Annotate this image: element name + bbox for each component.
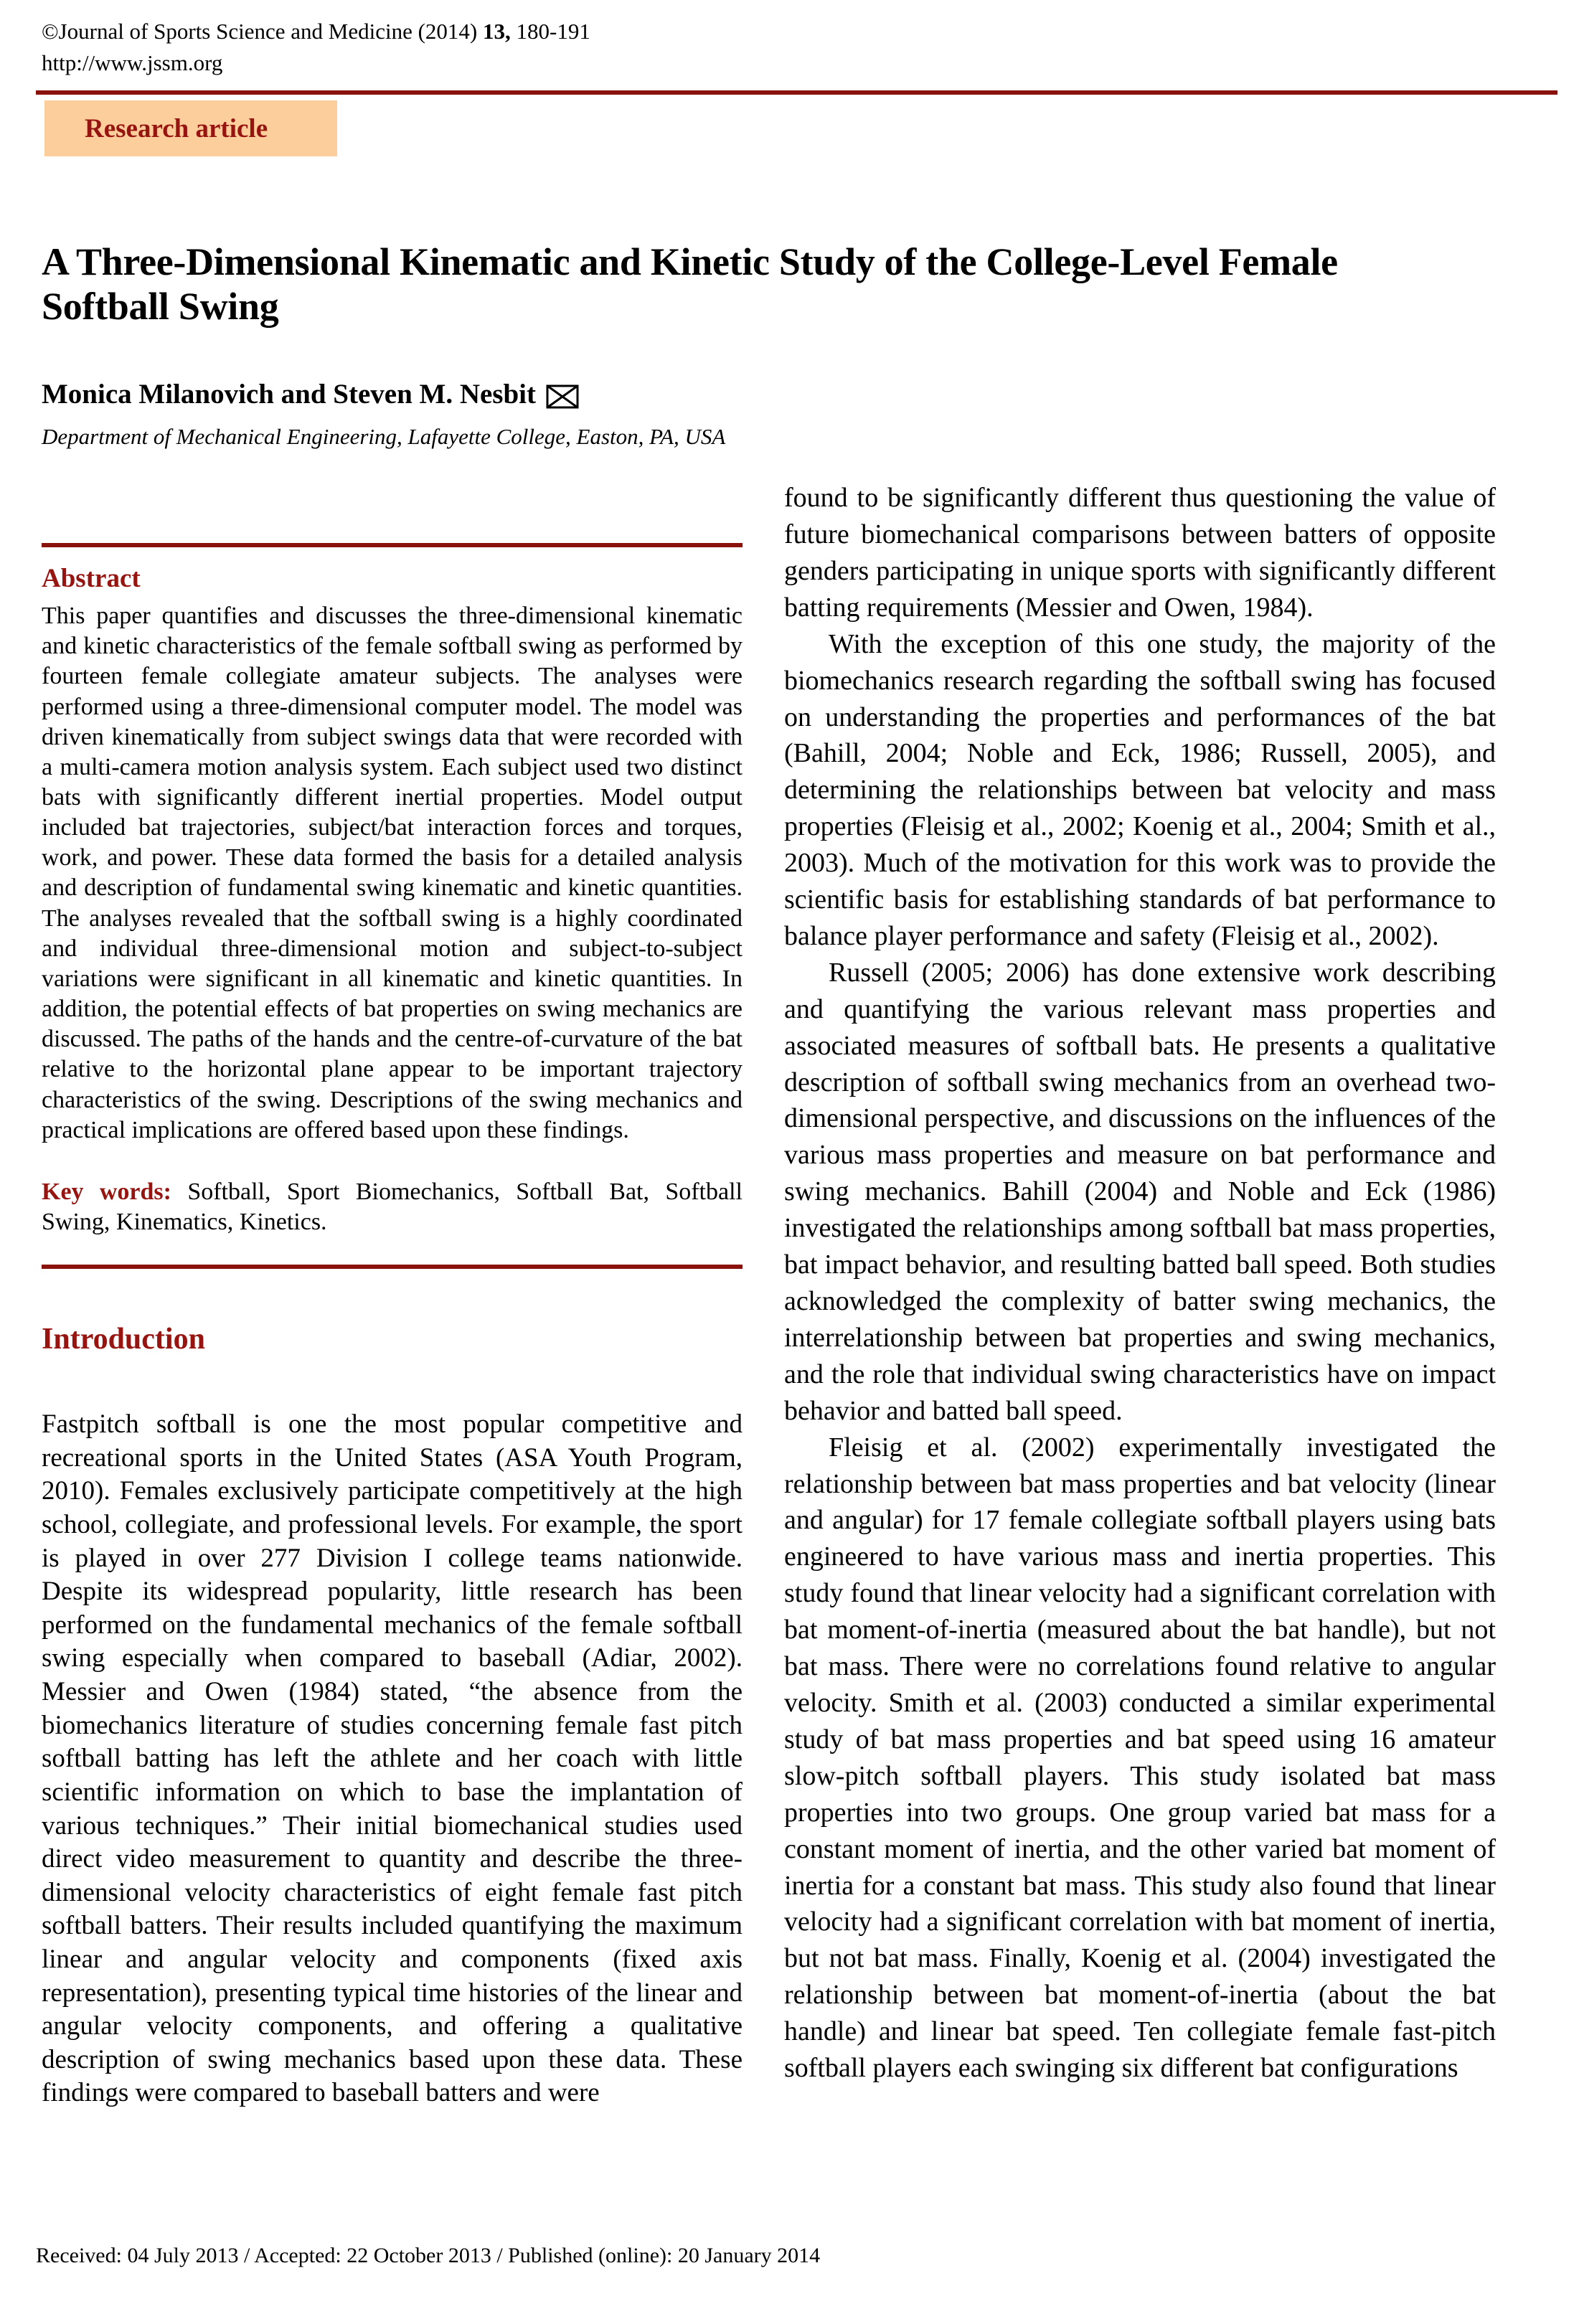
received-accepted-published-line: Received: 04 July 2013 / Accepted: 22 October 2013 / Published (online): 20 January 2014 xyxy=(36,2244,821,2267)
article-type-badge xyxy=(44,100,337,156)
journal-volume: 13, xyxy=(483,19,511,44)
abstract-text: This paper quantifies and discusses the three-dimensional kinematic and kinetic characteristics of the female softball swing as performed by fourteen female collegiate amateur subjects. The analyses were performed using a three-dimensional computer model. The model was driven kinematically from subject swings data that were recorded with a multi-camera motion analysis system. Each subject used two distinct bats with significantly different inertial properties. Model output included bat trajectories, subject/bat interaction forces and torques, work, and power. These data formed the basis for a detailed analysis and description of fundamental swing kinematic and kinetic quantities. The analyses revealed that the softball swing is a highly coordinated and individual three-dimensional motion and subject-to-subject variations were significant in all kinematic and kinetic quantities. In addition, the potential effects of bat properties on swing mechanics are discussed. The paths of the hands and the centre-of-curvature of the bat relative to the horizontal plane appear to be important trajectory characteristics of the swing. Descriptions of the swing mechanics and practical implications are offered based upon these findings. xyxy=(42,603,743,1143)
right-column xyxy=(784,480,1496,2110)
body-paragraph: With the exception of this one study, the majority of the biomechanics research regarding the softball swing has focused on understanding the properties and performances of the bat (Bahill, 2004; Noble and Eck, 1986; Russell, 2005), and determining the relationships between bat velocity and mass properties (Fleisig et al., 2002; Koenig et al., 2004; Smith et al., 2003). Much of the motivation for this work was to provide the scientific basis for establishing standards of bat performance to balance player performance and safety (Fleisig et al., 2002). xyxy=(784,628,1496,951)
journal-citation-line xyxy=(42,16,1579,47)
introduction-paragraph: Fastpitch softball is one the most popular competitive and recreational sports in the United States (ASA Youth Program, 2010). Females exclusively participate competitively at the high school, collegiate, and professional levels. For example, the sport is played in over 277 Division I college teams nationwide. Despite its widespread popularity, little research has been performed on the fundamental mechanics of the female softball swing especially when compared to baseball (Adiar, 2002). Messier and Owen (1984) stated, “the absence from the biomechanics literature of studies concerning female fast pitch softball batting has left the athlete and her coach with little scientific information on which to base the implantation of various techniques.” Their initial biomechanical studies used direct video measurement to quantity and describe the three-dimensional velocity characteristics of eight female fast pitch softball batters. Their results included quantifying the maximum linear and angular velocity and components (fixed axis representation), presenting typical time histories of the linear and angular velocity components, and offering a qualitative description of swing mechanics based upon these data. These findings were compared to baseball batters and were xyxy=(42,1409,743,2108)
body-paragraph: Russell (2005; 2006) has done extensive work describing and quantifying the various relevant mass properties and associated measures of softball bats. He presents a qualitative description of softball swing mechanics from an overhead two-dimensional perspective, and discussions on the influences of the various mass properties and measure on bat performance and swing mechanics. Bahill (2004) and Noble and Eck (1986) investigated the relationships among softball bat mass properties, bat impact behavior, and resulting batted ball speed. Both studies acknowledged the complexity of batter swing mechanics, the interrelationship between bat properties and swing mechanics, and the role that individual swing characteristics have on impact behavior and batted ball speed. xyxy=(784,957,1496,1426)
article-title-line1: A Three-Dimensional Kinematic and Kinetic Study of the College-Level Female xyxy=(42,240,1338,284)
article-title-line2: Softball Swing xyxy=(42,285,279,329)
keywords-line xyxy=(42,1177,743,1237)
journal-url: http://www.jssm.org xyxy=(42,50,223,76)
top-divider-rule xyxy=(36,90,1557,95)
article-title xyxy=(42,240,1536,329)
author-affiliation: Department of Mechanical Engineering, Lafayette College, Easton, PA, USA xyxy=(42,424,726,450)
journal-header xyxy=(42,16,1579,79)
keywords-text: Softball, Sport Biomechanics, Softball Bat, Softball Swing, Kinematics, Kinetics. xyxy=(42,1178,743,1236)
journal-name: ©Journal of Sports Science and Medicine (2014) xyxy=(42,19,483,44)
abstract-section xyxy=(42,543,743,1269)
article-type-label: Research article xyxy=(85,113,268,143)
envelope-icon xyxy=(546,384,579,409)
left-column xyxy=(42,480,743,2110)
introduction-heading: Introduction xyxy=(42,1323,205,1356)
two-column-body xyxy=(42,480,1579,2110)
journal-pages: 180-191 xyxy=(510,19,590,44)
author-line xyxy=(42,379,1579,411)
keywords-label: Key words: xyxy=(42,1178,171,1205)
author-names: Monica Milanovich and Steven M. Nesbit xyxy=(42,379,536,410)
body-paragraph: found to be significantly different thus questioning the value of future biomechanical comparisons between batters of opposite genders participating in unique sports with significantly different batting requirements (Messier and Owen, 1984). xyxy=(784,483,1496,623)
body-paragraph: Fleisig et al. (2002) experimentally investigated the relationship between bat mass properties and bat velocity (linear and angular) for 17 female collegiate softball players using bats engineered to have various mass and inertia properties. This study found that linear velocity had a significant correlation with bat moment-of-inertia (measured about the bat handle), but not bat mass. There were no correlations found relative to angular velocity. Smith et al. (2003) conducted a similar experimental study of bat mass properties and bat speed using 16 amateur slow-pitch softball players. This study isolated bat mass properties into two groups. One group varied bat mass for a constant moment of inertia, and the other varied bat moment of inertia for a constant bat mass. This study also found that linear velocity had a significant correlation with bat moment of inertia, but not bat mass. Finally, Koenig et al. (2004) investigated the relationship between bat moment-of-inertia (about the bat handle) and linear bat speed. Ten collegiate female fast-pitch softball players each swinging six different bat configurations xyxy=(784,1432,1496,2084)
introduction-body xyxy=(42,1408,743,2110)
abstract-heading: Abstract xyxy=(42,564,141,594)
